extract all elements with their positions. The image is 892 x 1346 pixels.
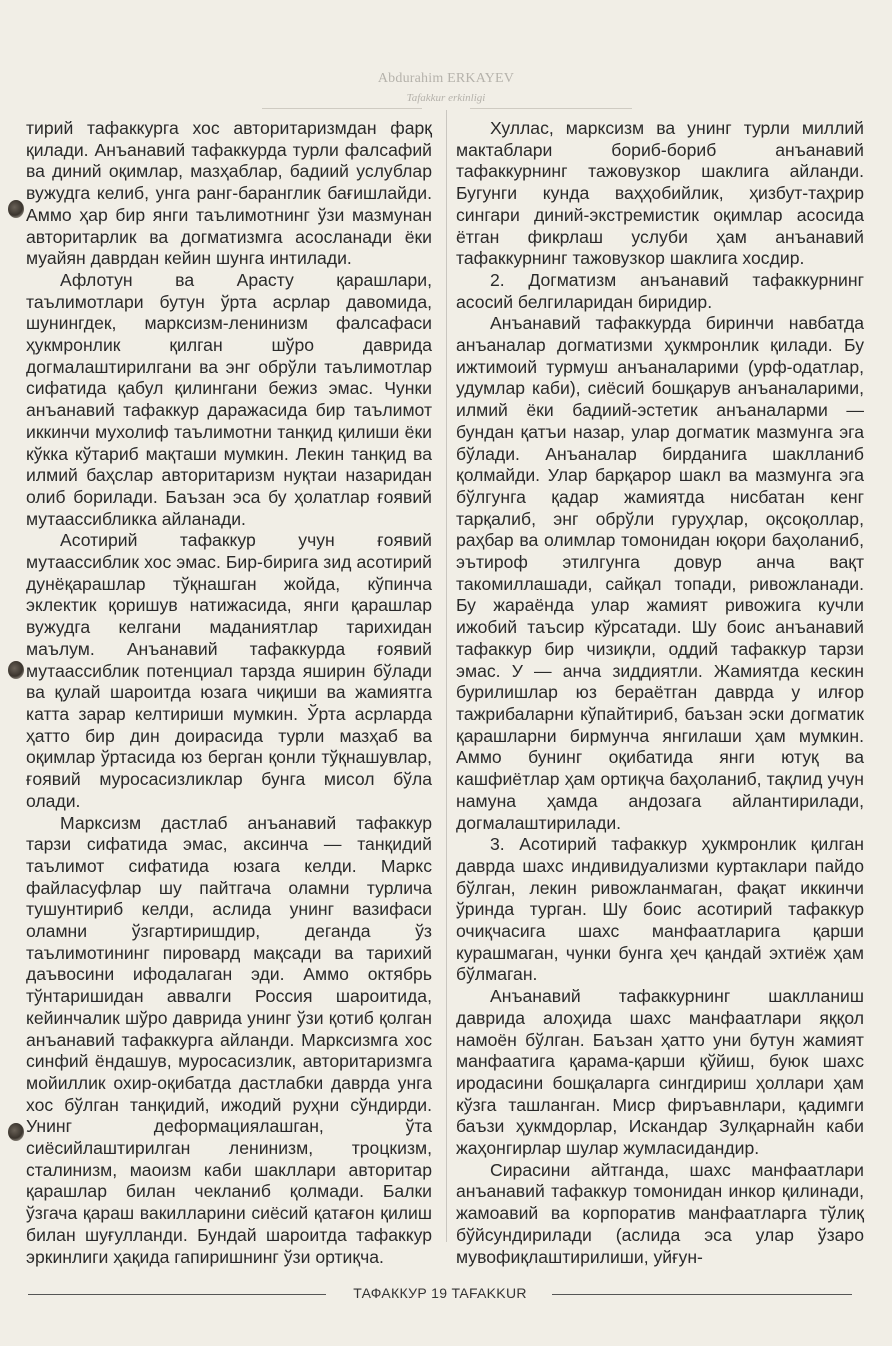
footer-rule-left xyxy=(28,1294,326,1295)
paragraph: Афлотун ва Арасту қарашлари, таълимотлари бутун ўрта асрлар давомида, шунингдек, марксизм-ленинизм фалсафаси ҳукмронлик қилган шўро даврида догмалаштирилгани ва энг обрўли таълимотлар сифатида қабул қилингани бежиз эмас. Чунки анъанавий тафаккур даражасида бир таълимот иккинчи мухолиф таълимотни танқид қилиши ёки кўкка кўтариб мақташи мумкин. Лекин танқид ва илмий баҳслар авторитаризм нуқтаи назаридан олиб борилади. Баъзан эса бу ҳолатлар ғоявий мутаассибликка айланади. xyxy=(26,269,432,529)
section-heading-paragraph: 3. Асотирий тафаккур ҳукмронлик қилган даврда шахс индивидуализми куртаклари пайдо бўлган, лекин ривожланмаган, фақат иккинчи ўринда турган. Шу боис асотирий тафаккур очиқчасига шахс манфаатларига қарши курашмаган, чунки бунга ҳеч қандай эхтиёж ҳам бўлмаган. xyxy=(456,834,864,985)
paragraph: Асотирий тафаккур учун ғоявий мутаассиблик хос эмас. Бир-бирига зид асотирий дунёқарашлар тўқнашган жойда, кўпинча эклектик қоришув натижасида, янги қарашлар вужудга келгани маданиятлар тарихидан маълум. Анъанавий тафаккурда ғоявий мутаассиблик потенциал тарзда яширин бўлади ва қулай шароитда юзага чиқиши ва жамиятга катта зарар келтириши мумкин. Ўрта асрларда ҳатто бир дин доирасида турли мазҳаб ва оқимлар ўртасида юз берган қонли тўқнашувлар, ғоявий муросасизликлар бунга мисол бўла олади. xyxy=(26,530,432,811)
paragraph: Анъанавий тафаккурнинг шаклланиш даврида алоҳида шахс манфаатлари яққол намоён бўлган. Баъзан ҳатто уни бутун жамият манфаатига қарама-қарши қўйиш, буюк шахс иродасини бошқаларга сингдириш ҳоллари ҳам кўзга ташланган. Миср фиръавнлари, қадимги баъзи ҳукмдорлар, Искандар Зулқарнайн каби жаҳонгирлар шулар жумласидандир. xyxy=(456,986,864,1159)
right-column xyxy=(456,118,864,1268)
column-divider xyxy=(446,110,447,1242)
paragraph: Хуллас, марксизм ва унинг турли миллий мактаблари бориб-бориб анъанавий тафаккурнинг тажовузкор шаклига айланди. Бугунги кунда ваҳҳобийлик, ҳизбут-таҳрир сингари диний-экстремистик оқимлар асосида ётган фикрлаш услуби ҳам анъанавий тафаккурнинг тажовузкор шаклига хосдир. xyxy=(456,118,864,269)
binding-hole-icon xyxy=(8,1123,24,1141)
section-heading: 2. Догматизм анъанавий тафаккурнинг асосий белгиларидан биридир. xyxy=(456,269,864,312)
paragraph: Сирасини айтганда, шахс манфаатлари анъанавий тафаккур томонидан инкор қилинади, жамоавий ва корпоратив манфаатларга тўлиқ бўйсундирилади (аслида эса улар ўзаро мувофиқлаштирилиши, уйғун- xyxy=(456,1159,864,1267)
running-head-author: Abdurahim ERKAYEV xyxy=(377,71,515,86)
paragraph: тирий тафаккурга хос авторитаризмдан фарқ қилади. Анъанавий тафаккурда турли фалсафий ва диний оқимлар, мазҳаблар, бадиий услублар вужудга келиб, унга ранг-баранглик бағишлайди. Аммо ҳар бир янги таълимотнинг ўзи мазмунан авторитарлик ва догматизмга асосланади ёки муайян даврдан кейин шунга интилади. xyxy=(26,118,432,269)
page-footer xyxy=(0,1282,892,1312)
header-rule-right xyxy=(470,108,632,109)
header-rule-left xyxy=(262,108,422,109)
footer-rule-right xyxy=(552,1294,852,1295)
binding-hole-icon xyxy=(8,200,24,218)
binding-hole-icon xyxy=(8,661,24,679)
running-head-title: Tafakkur erkinligi xyxy=(406,92,486,104)
page-number-label: ТАФАККУР 19 TAFAKKUR xyxy=(353,1285,527,1301)
paragraph: Марксизм дастлаб анъанавий тафаккур тарзи сифатида эмас, аксинча — танқидий таълимот сифатида юзага келди. Маркс файласуфлар шу пайтгача оламни турлича тушунтириб келди, аслида унинг вазифаси оламни ўзгартиришдир, деганда ўз таълимотининг пировард мақсади ва тарихий даъвосини ифодалаган эди. Аммо октябрь тўнтаришидан аввалги Россия шароитида, кейинчалик шўро даврида унинг ўзи қотиб қолган анъанавий тафаккурга айланди. Марксизмга хос синфий ёндашув, муросасизлик, авторитаризмга мойиллик охир-оқибатда дастлабки даврда унга хос бўлган танқидий, ижодий руҳни сўндирди. Унинг деформациялашган, ўта сиёсийлаштирилган ленинизм, троцкизм, сталинизм, маоизм каби шакллари авторитар қарашлар билан чекланиб қолмади. Балки ўзгача қараш вакилларини сиёсий қатағон қилиш билан шуғулланди. Бундай шароитда тафаккур эркинлиги ҳақида гапиришнинг ўзи ортиқча. xyxy=(26,812,432,1267)
left-column xyxy=(26,118,432,1268)
paragraph: Анъанавий тафаккурда биринчи навбатда анъаналар догматизми ҳукмронлик қилади. Бу ижтимоий турмуш анъаналарими (урф-одатлар, удумлар каби), сиёсий бошқарув анъаналарими, илмий ёки бадиий-эстетик анъаналарми — бундан қатъи назар, улар догматик мазмунга эга бўлади. Анъаналар бирданига шаклланиб қолмайди. Улар барқарор шакл ва мазмунга эга бўлгунга қадар жамиятда нисбатан кенг тарқалиб, энг обрўли гуруҳлар, оқсоқоллар, раҳбар ва олимлар томонидан юқори баҳоланиб, эътироф этилгунга довур анча вақт такомиллашади, сайқал топади, ривожланади. Бу жараёнда улар жамият ривожига кучли ижобий таъсир кўрсатади. Шу боис анъанавий тафаккур бир чизиқли, оддий тафаккур тарзи эмас. У — анча зиддиятли. Жамиятда кескин бурилишлар юз бераётган даврда у илғор тажрибаларни кўпайтириб, баъзан эски догматик қарашларни бирмунча янгилаши ҳам мумкин. Аммо бунинг оқибатида янги ютуқ ва кашфиётлар ҳам ортиқча баҳоланиб, тақлид учун намуна ҳамда андозага айлантирилади, догмалаштирилади. xyxy=(456,313,864,833)
